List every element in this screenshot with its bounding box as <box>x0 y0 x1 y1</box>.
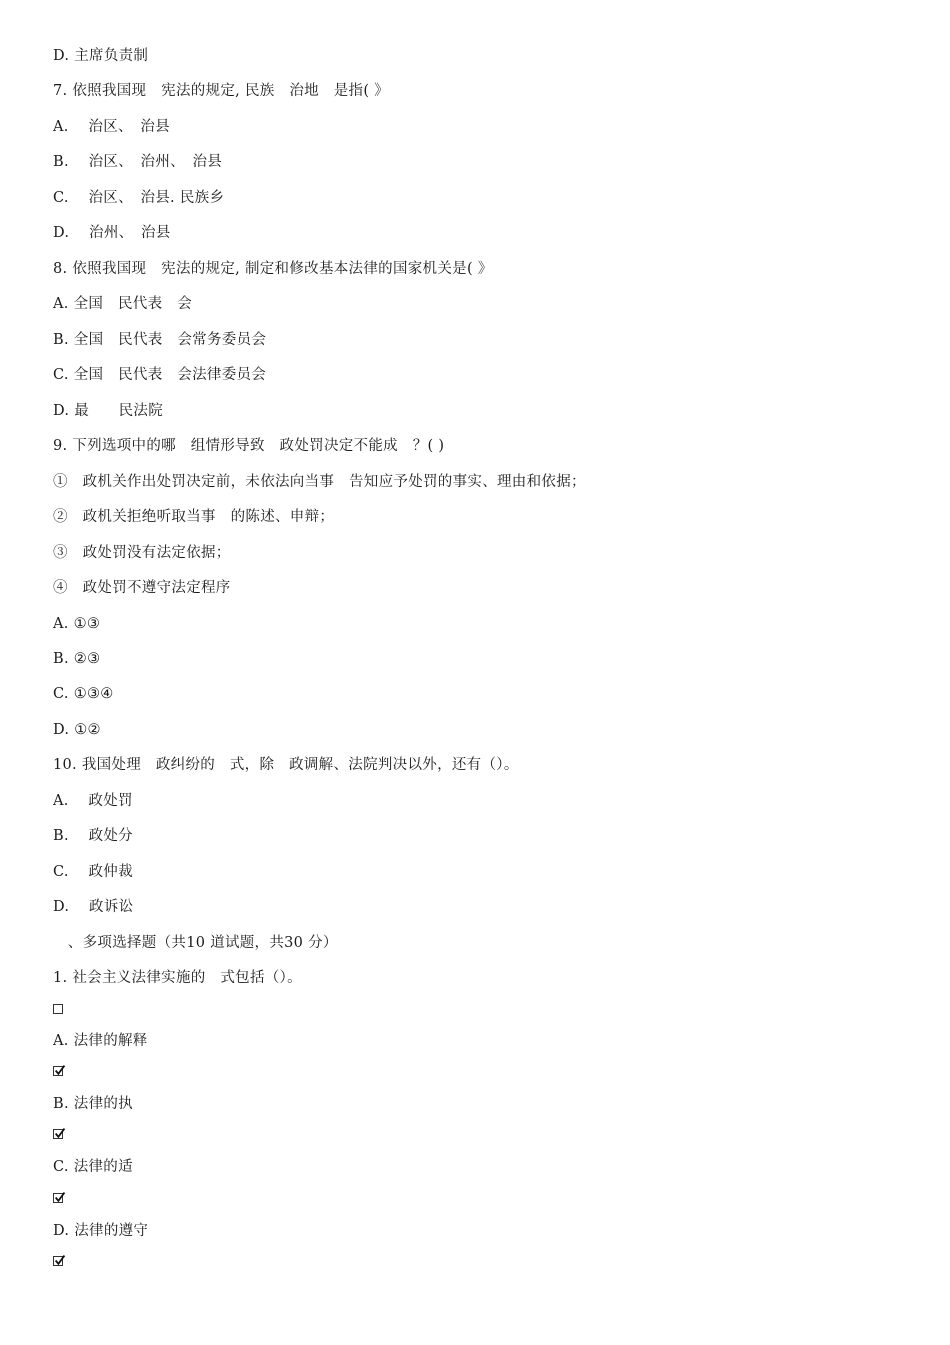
option-10d: D. 政诉讼 <box>53 899 134 915</box>
option-8b: B. 全国 民代表 会常务委员会 <box>53 332 267 348</box>
option-7c: C. 治区、 治县. 民族乡 <box>53 190 225 206</box>
option-m1b: B. 法律的执 <box>53 1096 133 1112</box>
option-8a: A. 全国 民代表 会 <box>53 296 192 312</box>
question-10: 10. 我国处理 政纠纷的 式，除 政调解、法院判决以外，还有（）。 <box>53 757 519 773</box>
option-10b: B. 政处分 <box>53 828 133 844</box>
question-9: 9. 下列选项中的哪 组情形导致 政处罚决定不能成 ？( ) <box>53 438 445 454</box>
checkmark-icon <box>54 1128 65 1139</box>
question-m1: 1. 社会主义法律实施的 式包括（）。 <box>53 970 302 986</box>
checkbox-checked[interactable] <box>53 1129 63 1139</box>
option-8c: C. 全国 民代表 会法律委员会 <box>53 367 267 383</box>
checkmark-icon <box>54 1065 65 1076</box>
option-m1d: D. 法律的遵守 <box>53 1223 149 1239</box>
option-7b: B. 治区、 治州、 治县 <box>53 154 223 170</box>
option-9c: C. ①③④ <box>53 686 114 702</box>
checkmark-icon <box>54 1192 65 1203</box>
option-8d: D. 最 民法院 <box>53 403 164 419</box>
option-7a: A. 治区、 治县 <box>53 119 170 135</box>
question-7: 7. 依照我国现 宪法的规定, 民族 治地 是指( 》 <box>53 83 390 99</box>
checkbox-unchecked[interactable] <box>53 1004 63 1014</box>
option-9b: B. ②③ <box>53 651 101 667</box>
checkbox-checked[interactable] <box>53 1193 63 1203</box>
statement-2: ② 政机关拒绝听取当事 的陈述、申辩； <box>53 509 335 525</box>
option-6d: D. 主席负责制 <box>53 48 149 64</box>
checkmark-icon <box>54 1255 65 1266</box>
option-9d: D. ①② <box>53 722 101 738</box>
option-10a: A. 政处罚 <box>53 793 133 809</box>
option-m1c: C. 法律的适 <box>53 1159 133 1175</box>
question-8: 8. 依照我国现 宪法的规定, 制定和修改基本法律的国家机关是( 》 <box>53 261 493 277</box>
statement-4: ④ 政处罚不遵守法定程序 <box>53 580 231 596</box>
statement-3: ③ 政处罚没有法定依据； <box>53 545 231 561</box>
statement-1: ① 政机关作出处罚决定前，未依法向当事 告知应予处罚的事实、理由和依据； <box>53 474 586 490</box>
option-7d: D. 治州、 治县 <box>53 225 171 241</box>
checkbox-checked[interactable] <box>53 1256 63 1266</box>
checkbox-checked[interactable] <box>53 1066 63 1076</box>
option-9a: A. ①③ <box>53 616 101 632</box>
option-10c: C. 政仲裁 <box>53 864 133 880</box>
section-heading-multiple-choice: 、多项选择题（共10 道试题，共30 分） <box>53 935 338 951</box>
option-m1a: A. 法律的解释 <box>53 1033 148 1049</box>
